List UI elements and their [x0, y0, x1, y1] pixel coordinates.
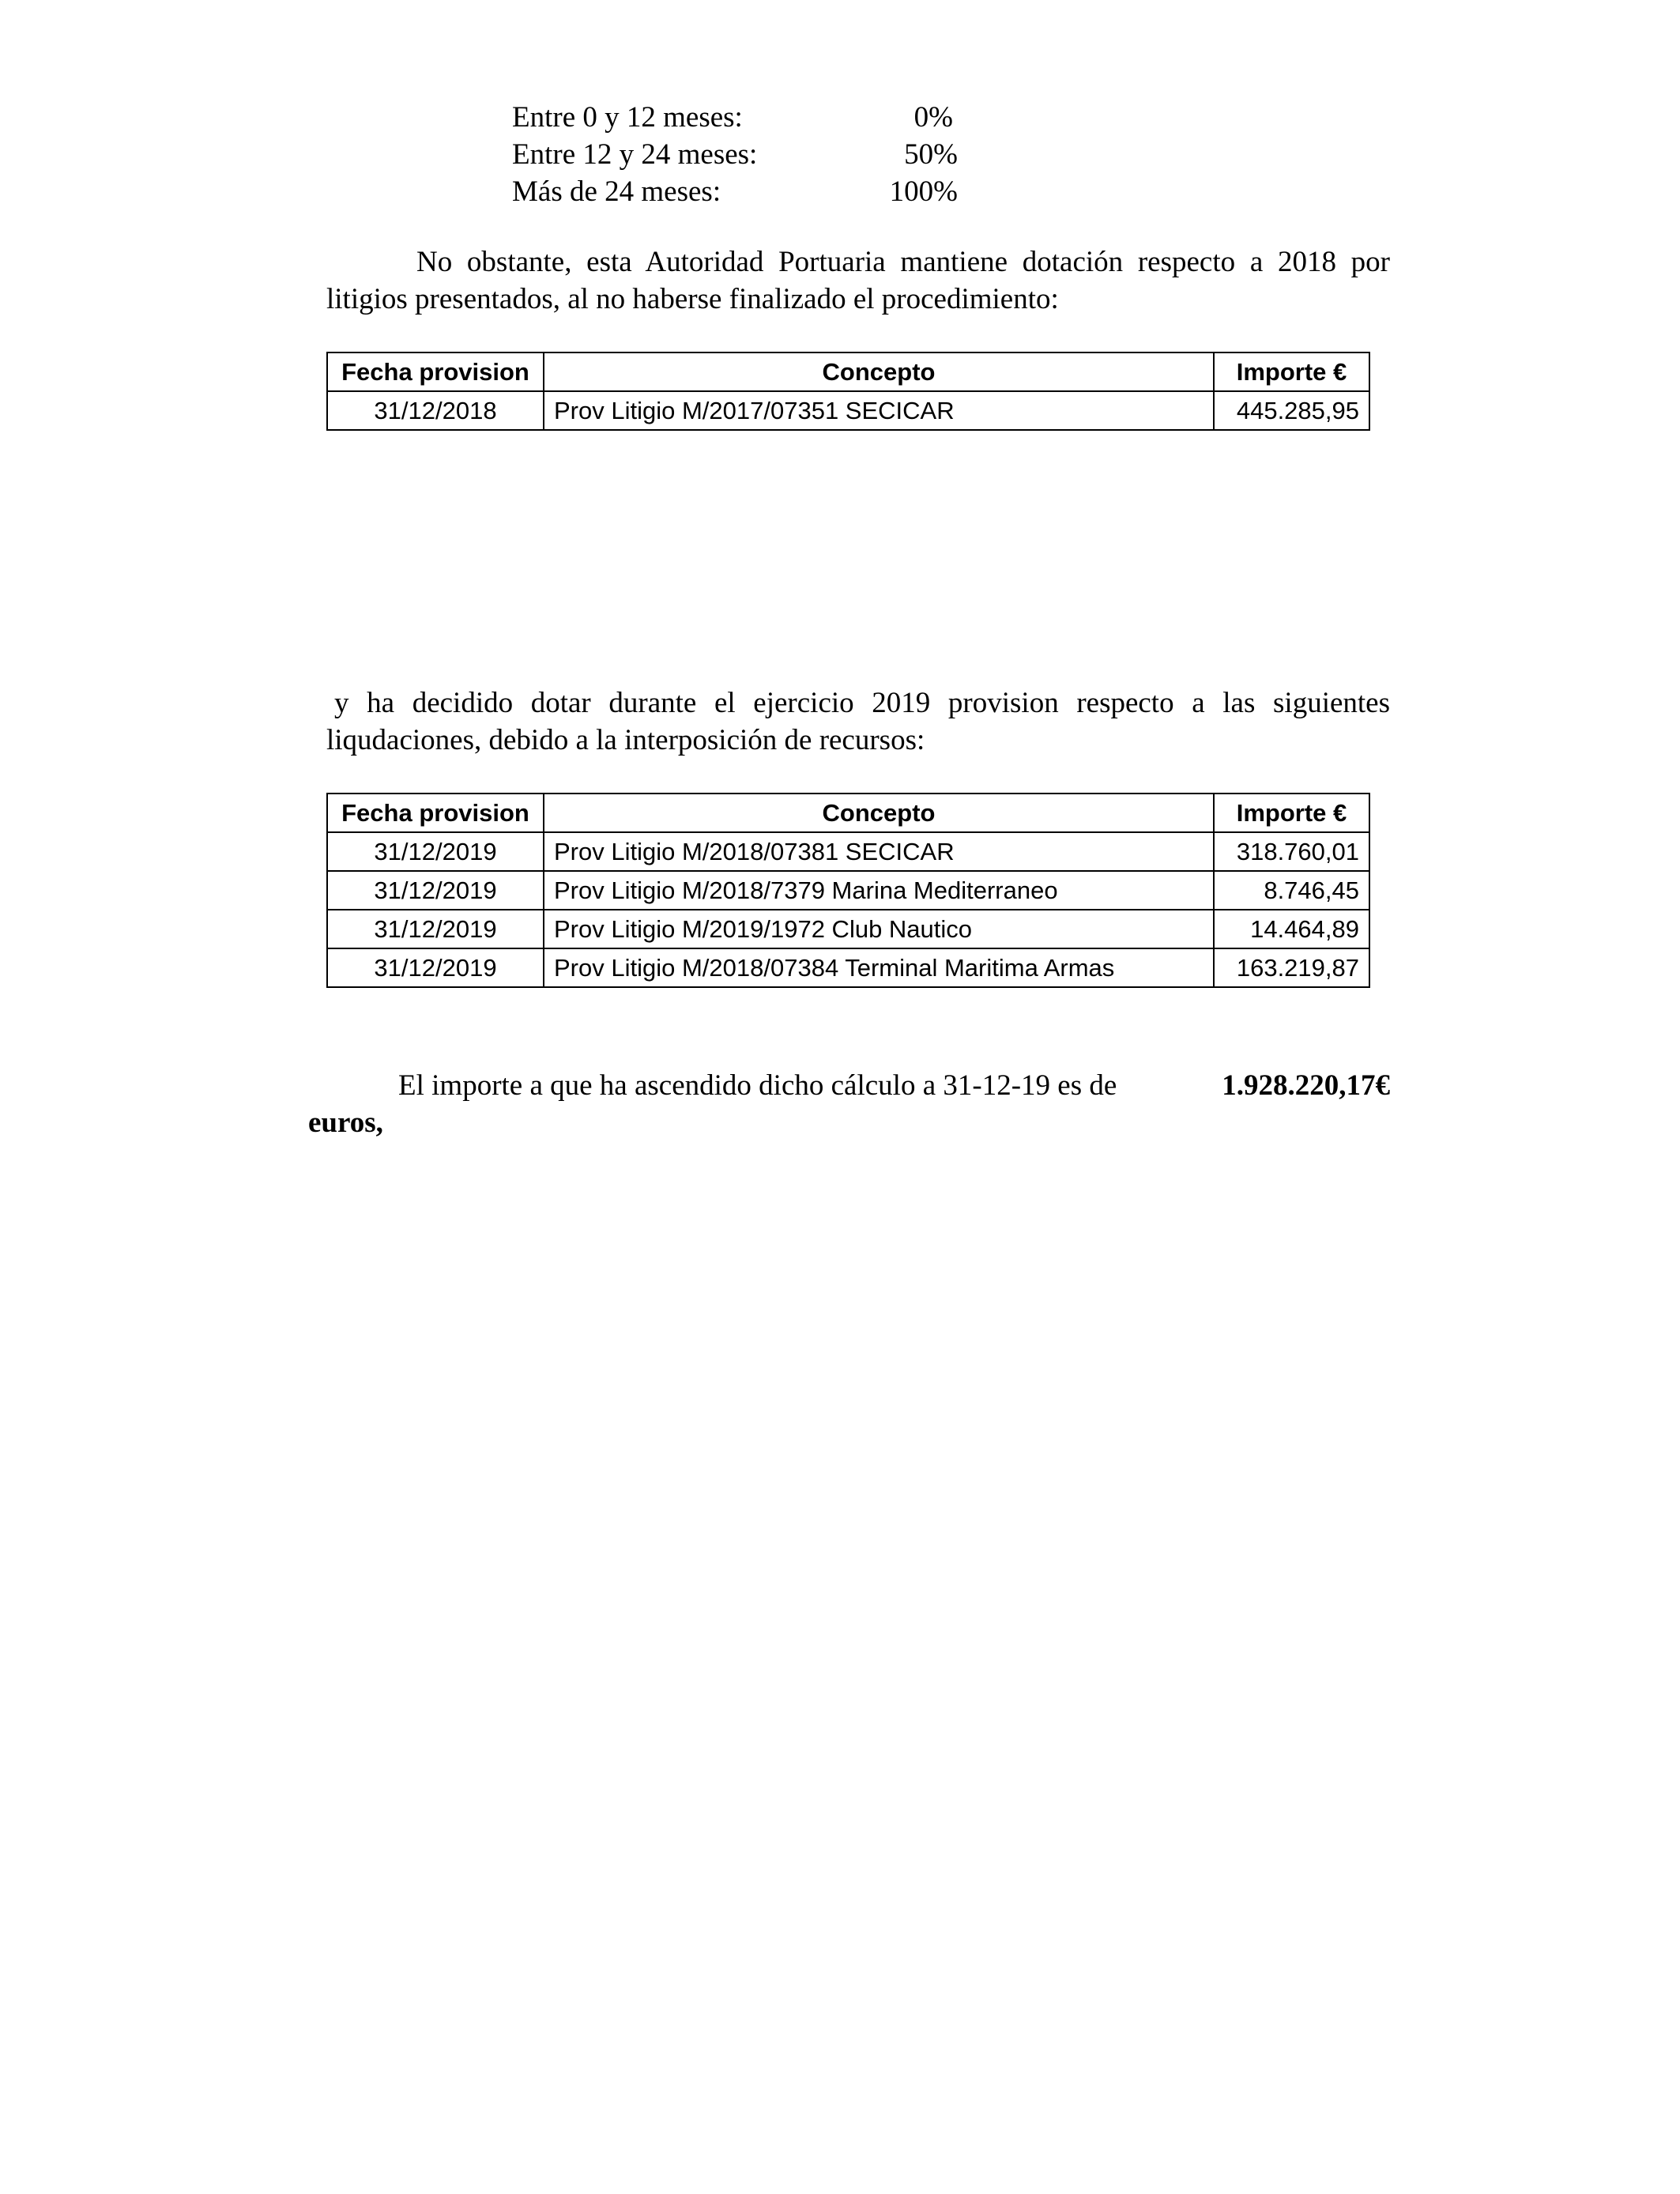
- cell-amount: 445.285,95: [1214, 391, 1369, 430]
- cell-concept: Prov Litigio M/2019/1972 Club Nautico: [544, 910, 1214, 948]
- provisions-2019-table: [326, 793, 1370, 988]
- header-concept: Concepto: [544, 352, 1214, 391]
- schedule-row: [0, 136, 1680, 173]
- paragraph-2018-provision: [326, 243, 1390, 318]
- table-header-row: [327, 794, 1369, 832]
- cell-date: 31/12/2018: [327, 391, 544, 430]
- schedule-value: 50%: [904, 138, 958, 171]
- table-row: [327, 910, 1369, 948]
- paragraph-line: y ha decidido dotar durante el ejercicio 2019 provision respecto a las siguientes: [334, 687, 1390, 719]
- header-date: Fecha provision: [327, 352, 544, 391]
- table-row: [327, 871, 1369, 910]
- header-amount: Importe €: [1214, 352, 1369, 391]
- schedule-value: 100%: [889, 175, 958, 208]
- provisions-2018-table: [326, 352, 1370, 431]
- schedule-label: Entre 0 y 12 meses:: [512, 101, 743, 134]
- cell-concept: Prov Litigio M/2018/7379 Marina Mediterraneo: [544, 871, 1214, 910]
- total-amount: 1.928.220,17€: [1222, 1069, 1390, 1102]
- paragraph-2019-provision: [326, 684, 1390, 759]
- table-row: [327, 832, 1369, 871]
- cell-date: 31/12/2019: [327, 871, 544, 910]
- schedule-value: 0%: [913, 101, 953, 134]
- total-unit: euros,: [308, 1106, 383, 1139]
- schedule-label: Entre 12 y 24 meses:: [512, 138, 758, 171]
- schedule-row: [0, 173, 1680, 210]
- schedule-row: [0, 99, 1680, 136]
- cell-amount: 163.219,87: [1214, 948, 1369, 987]
- cell-concept: Prov Litigio M/2018/07381 SECICAR: [544, 832, 1214, 871]
- cell-concept: Prov Litigio M/2017/07351 SECICAR: [544, 391, 1214, 430]
- header-amount: Importe €: [1214, 794, 1369, 832]
- header-concept: Concepto: [544, 794, 1214, 832]
- cell-date: 31/12/2019: [327, 832, 544, 871]
- cell-date: 31/12/2019: [327, 910, 544, 948]
- total-sentence: El importe a que ha ascendido dicho cálculo a 31-12-19 es de: [398, 1069, 1117, 1102]
- cell-amount: 318.760,01: [1214, 832, 1369, 871]
- paragraph-line: [308, 1067, 1390, 1104]
- table-row: [327, 948, 1369, 987]
- cell-date: 31/12/2019: [327, 948, 544, 987]
- table-row: [327, 391, 1369, 430]
- cell-concept: Prov Litigio M/2018/07384 Terminal Maritima Armas: [544, 948, 1214, 987]
- paragraph-line: liqudaciones, debido a la interposición de recursos:: [326, 724, 925, 756]
- table-header-row: [327, 352, 1369, 391]
- paragraph-line: litigios presentados, al no haberse finalizado el procedimiento:: [326, 283, 1059, 315]
- paragraph-line: No obstante, esta Autoridad Portuaria mantiene dotación respecto a 2018 por: [416, 246, 1390, 278]
- schedule-label: Más de 24 meses:: [512, 175, 721, 208]
- cell-amount: 8.746,45: [1214, 871, 1369, 910]
- cell-amount: 14.464,89: [1214, 910, 1369, 948]
- header-date: Fecha provision: [327, 794, 544, 832]
- paragraph-total: [308, 1067, 1390, 1141]
